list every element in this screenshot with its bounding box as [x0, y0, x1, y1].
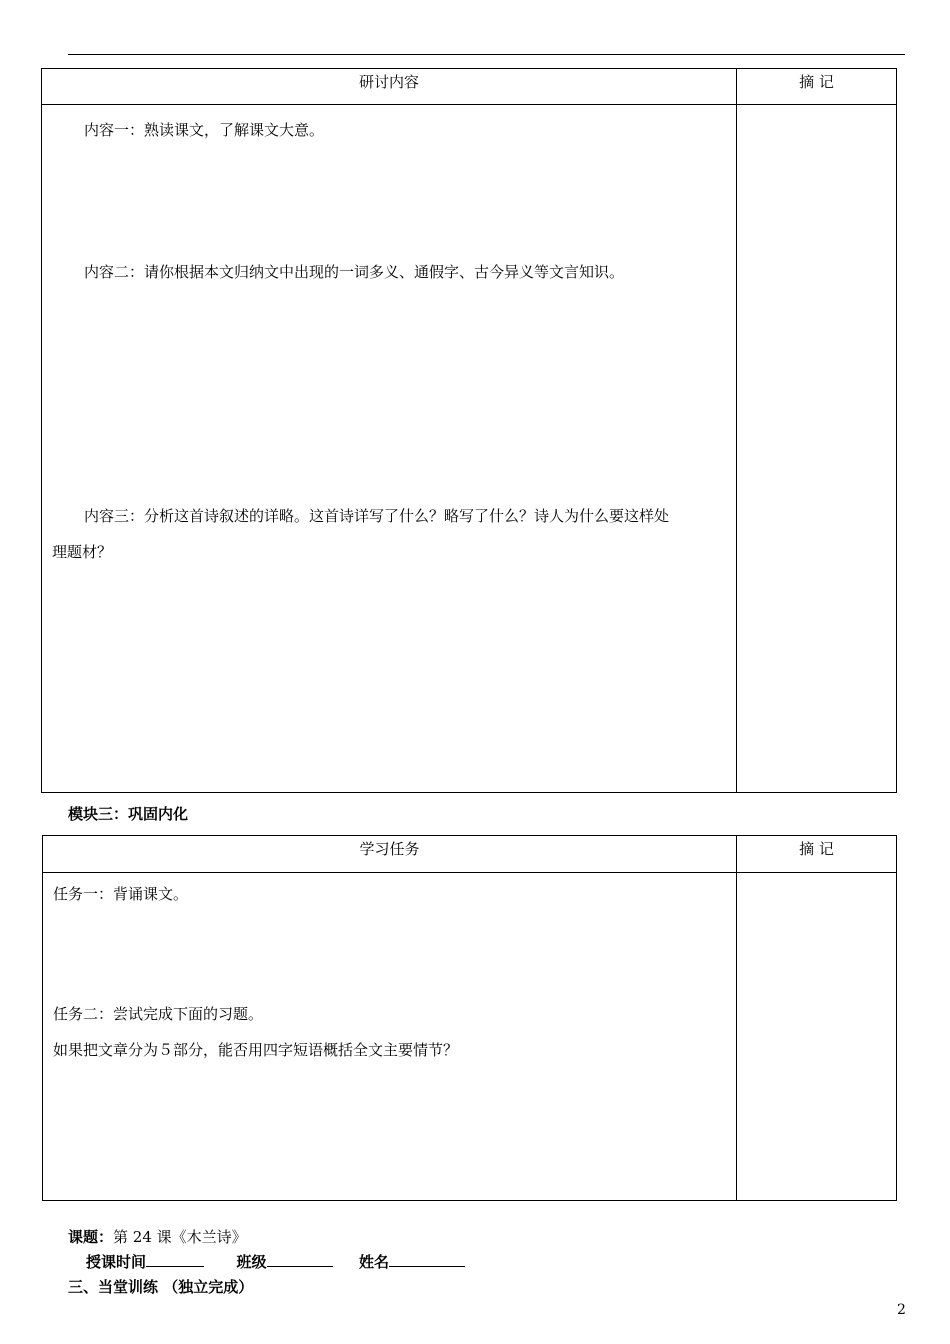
task-2-question: 如果把文章分为５部分，能否用四字短语概括全文主要情节？ [53, 1041, 459, 1059]
task-1: 任务一：背诵课文。 [53, 885, 189, 903]
lesson-line [68, 1226, 247, 1247]
content-item-1: 内容一：熟读课文，了解课文大意。 [84, 121, 325, 139]
section-3-heading: 三、当堂训练 （独立完成） [68, 1278, 254, 1296]
class-label: 班级 [236, 1253, 267, 1271]
header-rule [68, 54, 905, 55]
content-item-3-line-2: 理题材？ [52, 543, 113, 561]
discussion-header: 研讨内容 [42, 69, 737, 105]
content-item-3-line-1: 内容三：分析这首诗叙述的详略。这首诗详写了什么？略写了什么？诗人为什么要这样处 [84, 507, 670, 525]
notes-header: 摘 记 [737, 69, 897, 105]
time-label: 授课时间 [86, 1253, 147, 1271]
lesson-title: 第 24 课《木兰诗》 [113, 1228, 247, 1246]
lesson-info-line [86, 1251, 465, 1272]
task-body [43, 873, 737, 1201]
task-2: 任务二：尝试完成下面的习题。 [53, 1005, 264, 1023]
task-notes-cell [737, 873, 897, 1201]
module-3-heading: 模块三：巩固内化 [68, 805, 189, 823]
notes-cell [737, 105, 897, 793]
page-number: 2 [897, 1302, 906, 1318]
discussion-body [42, 105, 737, 793]
content-item-2: 内容二：请你根据本文归纳文中出现的一词多义、通假字、古今异义等文言知识。 [84, 263, 625, 281]
discussion-table [41, 68, 897, 793]
task-notes-header: 摘 记 [737, 836, 897, 873]
lesson-label: 课题： [68, 1228, 114, 1246]
name-label: 姓名 [358, 1253, 389, 1271]
time-blank[interactable] [146, 1252, 204, 1267]
class-blank[interactable] [267, 1252, 333, 1267]
task-table [42, 835, 897, 1201]
task-header: 学习任务 [43, 836, 737, 873]
name-blank[interactable] [389, 1252, 465, 1267]
